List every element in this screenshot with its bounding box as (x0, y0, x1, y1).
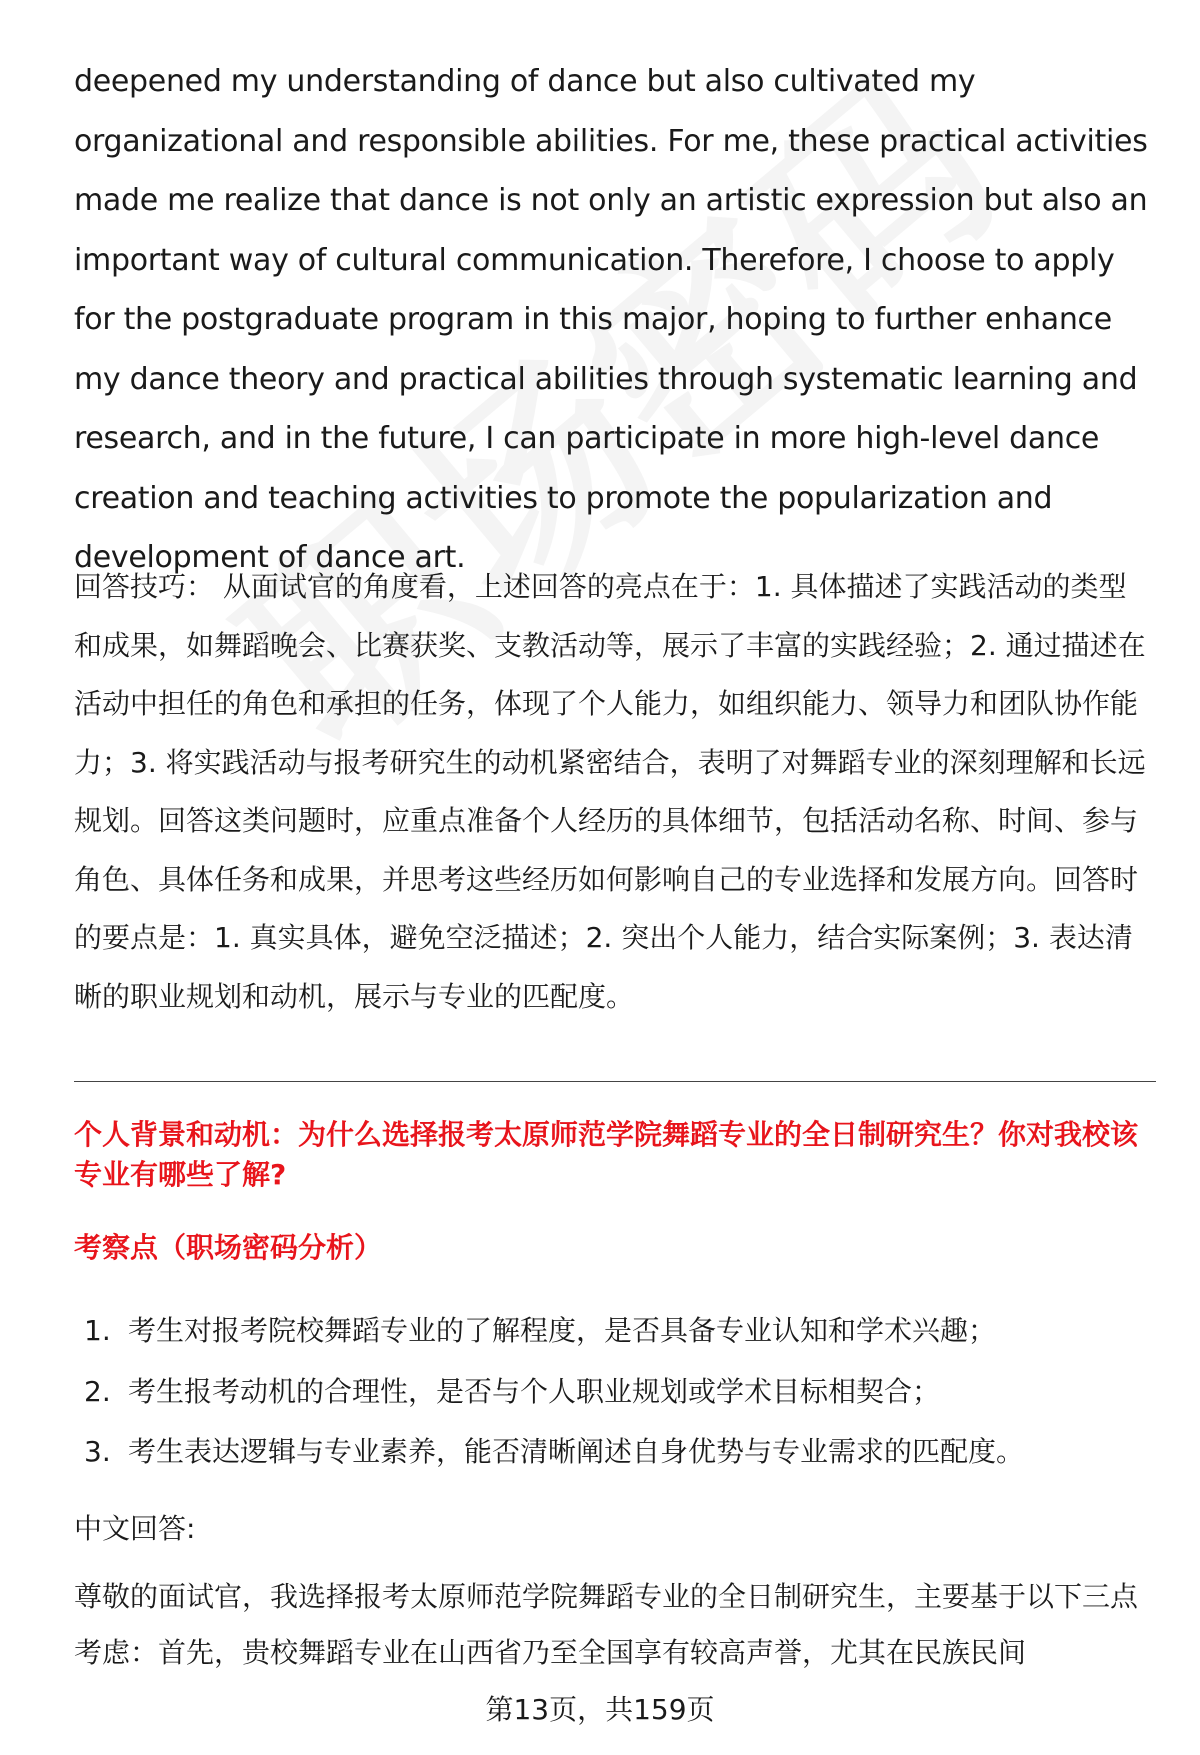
assessment-points-heading: 考察点（职场密码分析） (74, 1231, 383, 1264)
list-item (84, 1422, 1154, 1483)
chinese-answer-text: 尊敬的面试官，我选择报考太原师范学院舞蹈专业的全日制研究生，主要基于以下三点考虑：首先，贵校舞蹈专业在山西省乃至全国享有较高声誉，尤其在民族民间 (74, 1580, 1139, 1669)
list-number: 1. (84, 1314, 111, 1347)
list-item (84, 1362, 1154, 1423)
list-item-text: 考生报考动机的合理性，是否与个人职业规划或学术目标相契合； (128, 1374, 941, 1408)
answer-tips-paragraph: 回答技巧： 从面试官的角度看，上述回答的亮点在于：1. 具体描述了实践活动的类型和成果，如舞蹈晚会、比赛获奖、支教活动等，展示了丰富的实践经验；2. 通过描述在活动中担任的角色和承担的任务，体现了个人能力，如组织能力、领导力和团队协作能力；3. 将实践活动与报考研究生的动机紧密结合，表明了对舞蹈专业的深刻理解和长远规划。回答这类问题时，应重点准备个人经历的具体细节，包括活动名称、时间、参与角色、具体任务和成果，并思考这些经历如何影响自己的专业选择和发展方向。回答时的要点是：1. 真实具体，避免空泛描述；2. 突出个人能力，结合实际案例；3. 表达清晰的职业规划和动机，展示与专业的匹配度。 (74, 570, 1146, 1013)
list-number: 3. (84, 1435, 111, 1468)
page-number-footer: 第13页，共159页 (0, 1690, 1200, 1730)
list-item (84, 1301, 1154, 1362)
list-item-text: 考生对报考院校舞蹈专业的了解程度，是否具备专业认知和学术兴趣； (128, 1314, 997, 1347)
section-divider (74, 1081, 1156, 1082)
list-number: 2. (84, 1374, 111, 1408)
list-item-text: 考生表达逻辑与专业素养，能否清晰阐述自身优势与专业需求的匹配度。 (128, 1435, 1025, 1468)
chinese-answer-label: 中文回答: (74, 1512, 196, 1545)
assessment-points-list (84, 1301, 1154, 1483)
english-answer-continuation: deepened my understanding of dance but also cultivated my organizational and responsible abilities. For me, these practical activities made me realize that dance is not only an artistic expression but also an important way of cultural communication. Therefore, I choose to apply for the postgraduate program in this major, hoping to further enhance my dance theory and practical abilities through systematic learning and research, and in the future, I can participate in more high-level dance creation and teaching activities to promote the popularization and development of dance art. (74, 64, 1148, 575)
question-title: 个人背景和动机：为什么选择报考太原师范学院舞蹈专业的全日制研究生？你对我校该专业有哪些了解? (74, 1118, 1139, 1191)
